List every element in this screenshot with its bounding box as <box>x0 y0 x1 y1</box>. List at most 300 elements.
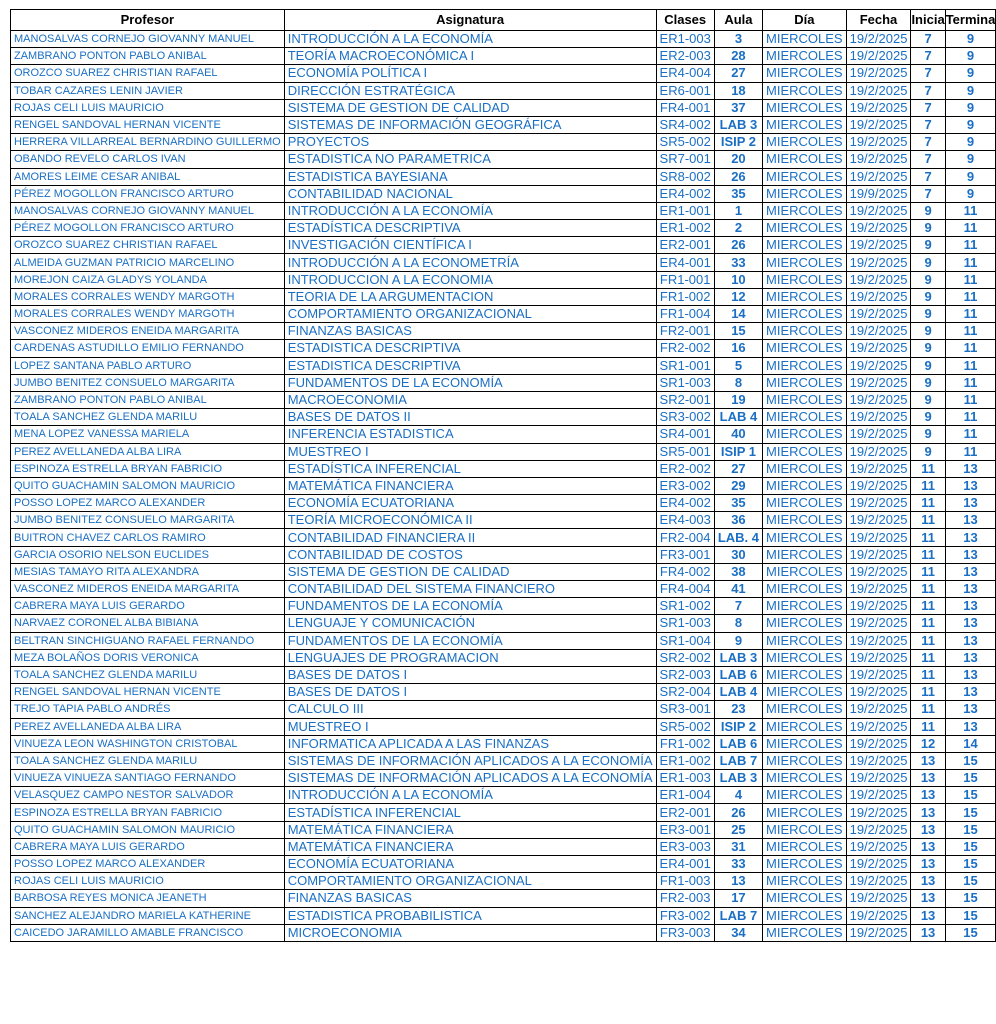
inicia-cell: 7 <box>911 134 945 151</box>
aula-cell: ISIP 1 <box>714 443 762 460</box>
termina-cell: 11 <box>945 254 996 271</box>
inicia-cell: 7 <box>911 185 945 202</box>
profesor-cell: TOBAR CAZARES LENIN JAVIER <box>11 82 285 99</box>
table-row <box>11 306 996 323</box>
table-row <box>11 477 996 494</box>
header-clases: Clases <box>656 10 714 31</box>
profesor-cell: BUITRON CHAVEZ CARLOS RAMIRO <box>11 529 285 546</box>
fecha-cell: 19/2/2025 <box>846 821 911 838</box>
fecha-cell: 19/2/2025 <box>846 409 911 426</box>
inicia-cell: 13 <box>911 787 945 804</box>
fecha-cell: 19/2/2025 <box>846 563 911 580</box>
table-row <box>11 666 996 683</box>
fecha-cell: 19/2/2025 <box>846 752 911 769</box>
clases-cell: FR1-002 <box>656 735 714 752</box>
header-row <box>11 10 996 31</box>
dia-cell: MIERCOLES <box>763 65 847 82</box>
asignatura-cell: MATEMÁTICA FINANCIERA <box>284 821 656 838</box>
termina-cell: 13 <box>945 512 996 529</box>
asignatura-cell: ESTADÍSTICA DESCRIPTIVA <box>284 220 656 237</box>
inicia-cell: 9 <box>911 288 945 305</box>
termina-cell: 13 <box>945 649 996 666</box>
aula-cell: ISIP 2 <box>714 134 762 151</box>
asignatura-cell: BASES DE DATOS II <box>284 409 656 426</box>
asignatura-cell: SISTEMA DE GESTION DE CALIDAD <box>284 563 656 580</box>
termina-cell: 15 <box>945 752 996 769</box>
clases-cell: SR1-003 <box>656 374 714 391</box>
inicia-cell: 11 <box>911 666 945 683</box>
dia-cell: MIERCOLES <box>763 632 847 649</box>
aula-cell: LAB 6 <box>714 735 762 752</box>
aula-cell: 30 <box>714 546 762 563</box>
fecha-cell: 19/2/2025 <box>846 512 911 529</box>
dia-cell: MIERCOLES <box>763 374 847 391</box>
asignatura-cell: ECONOMÍA ECUATORIANA <box>284 495 656 512</box>
dia-cell: MIERCOLES <box>763 684 847 701</box>
fecha-cell: 19/9/2025 <box>846 185 911 202</box>
asignatura-cell: INTRODUCCION A LA ECONOMIA <box>284 271 656 288</box>
clases-cell: SR2-003 <box>656 666 714 683</box>
table-row <box>11 168 996 185</box>
profesor-cell: VASCONEZ MIDEROS ENEIDA MARGARITA <box>11 323 285 340</box>
asignatura-cell: ESTADISTICA NO PARAMETRICA <box>284 151 656 168</box>
fecha-cell: 19/2/2025 <box>846 151 911 168</box>
termina-cell: 15 <box>945 856 996 873</box>
dia-cell: MIERCOLES <box>763 31 847 48</box>
asignatura-cell: MUESTREO I <box>284 443 656 460</box>
fecha-cell: 19/2/2025 <box>846 168 911 185</box>
inicia-cell: 13 <box>911 838 945 855</box>
fecha-cell: 19/2/2025 <box>846 856 911 873</box>
profesor-cell: VINUEZA LEON WASHINGTON CRISTOBAL <box>11 735 285 752</box>
aula-cell: 29 <box>714 477 762 494</box>
inicia-cell: 9 <box>911 323 945 340</box>
aula-cell: LAB 7 <box>714 907 762 924</box>
asignatura-cell: ESTADÍSTICA INFERENCIAL <box>284 804 656 821</box>
fecha-cell: 19/2/2025 <box>846 220 911 237</box>
clases-cell: FR3-002 <box>656 907 714 924</box>
dia-cell: MIERCOLES <box>763 529 847 546</box>
fecha-cell: 19/2/2025 <box>846 306 911 323</box>
clases-cell: ER2-002 <box>656 460 714 477</box>
termina-cell: 9 <box>945 65 996 82</box>
profesor-cell: VASCONEZ MIDEROS ENEIDA MARGARITA <box>11 581 285 598</box>
aula-cell: 12 <box>714 288 762 305</box>
profesor-cell: POSSO LOPEZ MARCO ALEXANDER <box>11 856 285 873</box>
inicia-cell: 11 <box>911 512 945 529</box>
clases-cell: FR3-001 <box>656 546 714 563</box>
table-row <box>11 460 996 477</box>
clases-cell: SR1-004 <box>656 632 714 649</box>
fecha-cell: 19/2/2025 <box>846 460 911 477</box>
aula-cell: 41 <box>714 581 762 598</box>
clases-cell: FR2-003 <box>656 890 714 907</box>
asignatura-cell: INFORMATICA APLICADA A LAS FINANZAS <box>284 735 656 752</box>
clases-cell: SR8-002 <box>656 168 714 185</box>
clases-cell: FR4-004 <box>656 581 714 598</box>
table-row <box>11 718 996 735</box>
termina-cell: 13 <box>945 632 996 649</box>
dia-cell: MIERCOLES <box>763 151 847 168</box>
table-row <box>11 116 996 133</box>
table-row <box>11 684 996 701</box>
profesor-cell: ESPINOZA ESTRELLA BRYAN FABRICIO <box>11 460 285 477</box>
inicia-cell: 9 <box>911 409 945 426</box>
table-row <box>11 563 996 580</box>
clases-cell: FR2-001 <box>656 323 714 340</box>
asignatura-cell: LENGUAJE Y COMUNICACIÓN <box>284 615 656 632</box>
table-row <box>11 426 996 443</box>
dia-cell: MIERCOLES <box>763 873 847 890</box>
profesor-cell: VELASQUEZ CAMPO NESTOR SALVADOR <box>11 787 285 804</box>
clases-cell: SR2-002 <box>656 649 714 666</box>
aula-cell: LAB 4 <box>714 684 762 701</box>
clases-cell: SR3-002 <box>656 409 714 426</box>
termina-cell: 13 <box>945 598 996 615</box>
clases-cell: ER3-001 <box>656 821 714 838</box>
header-fecha: Fecha <box>846 10 911 31</box>
asignatura-cell: FINANZAS BASICAS <box>284 323 656 340</box>
table-row <box>11 598 996 615</box>
termina-cell: 13 <box>945 684 996 701</box>
termina-cell: 13 <box>945 529 996 546</box>
table-row <box>11 151 996 168</box>
aula-cell: 35 <box>714 185 762 202</box>
termina-cell: 15 <box>945 924 996 941</box>
clases-cell: SR5-002 <box>656 718 714 735</box>
dia-cell: MIERCOLES <box>763 838 847 855</box>
asignatura-cell: ESTADISTICA BAYESIANA <box>284 168 656 185</box>
table-row <box>11 202 996 219</box>
table-row <box>11 254 996 271</box>
clases-cell: ER1-002 <box>656 752 714 769</box>
clases-cell: FR1-001 <box>656 271 714 288</box>
fecha-cell: 19/2/2025 <box>846 443 911 460</box>
profesor-cell: VINUEZA VINUEZA SANTIAGO FERNANDO <box>11 770 285 787</box>
fecha-cell: 19/2/2025 <box>846 838 911 855</box>
aula-cell: 15 <box>714 323 762 340</box>
termina-cell: 11 <box>945 323 996 340</box>
dia-cell: MIERCOLES <box>763 220 847 237</box>
termina-cell: 11 <box>945 340 996 357</box>
termina-cell: 11 <box>945 357 996 374</box>
termina-cell: 9 <box>945 31 996 48</box>
asignatura-cell: BASES DE DATOS I <box>284 684 656 701</box>
profesor-cell: OROZCO SUAREZ CHRISTIAN RAFAEL <box>11 65 285 82</box>
profesor-cell: POSSO LOPEZ MARCO ALEXANDER <box>11 495 285 512</box>
asignatura-cell: ECONOMÍA POLÍTICA I <box>284 65 656 82</box>
termina-cell: 13 <box>945 581 996 598</box>
clases-cell: ER1-003 <box>656 770 714 787</box>
asignatura-cell: FUNDAMENTOS DE LA ECONOMÍA <box>284 632 656 649</box>
asignatura-cell: TEORÍA MACROECONÓMICA I <box>284 48 656 65</box>
table-row <box>11 443 996 460</box>
fecha-cell: 19/2/2025 <box>846 787 911 804</box>
fecha-cell: 19/2/2025 <box>846 666 911 683</box>
dia-cell: MIERCOLES <box>763 787 847 804</box>
clases-cell: FR1-004 <box>656 306 714 323</box>
table-row <box>11 546 996 563</box>
fecha-cell: 19/2/2025 <box>846 477 911 494</box>
profesor-cell: ZAMBRANO PONTON PABLO ANIBAL <box>11 391 285 408</box>
profesor-cell: JUMBO BENITEZ CONSUELO MARGARITA <box>11 512 285 529</box>
table-row <box>11 323 996 340</box>
table-row <box>11 99 996 116</box>
table-row <box>11 271 996 288</box>
clases-cell: FR4-001 <box>656 99 714 116</box>
asignatura-cell: MICROECONOMIA <box>284 924 656 941</box>
aula-cell: 2 <box>714 220 762 237</box>
table-row <box>11 907 996 924</box>
aula-cell: 28 <box>714 48 762 65</box>
fecha-cell: 19/2/2025 <box>846 82 911 99</box>
fecha-cell: 19/2/2025 <box>846 615 911 632</box>
asignatura-cell: ESTADÍSTICA INFERENCIAL <box>284 460 656 477</box>
termina-cell: 13 <box>945 477 996 494</box>
fecha-cell: 19/2/2025 <box>846 804 911 821</box>
table-row <box>11 340 996 357</box>
asignatura-cell: MACROECONOMIA <box>284 391 656 408</box>
aula-cell: 13 <box>714 873 762 890</box>
inicia-cell: 7 <box>911 168 945 185</box>
asignatura-cell: FINANZAS BASICAS <box>284 890 656 907</box>
inicia-cell: 11 <box>911 581 945 598</box>
table-row <box>11 65 996 82</box>
aula-cell: 8 <box>714 615 762 632</box>
profesor-cell: MOREJON CAIZA GLADYS YOLANDA <box>11 271 285 288</box>
aula-cell: 3 <box>714 31 762 48</box>
aula-cell: 26 <box>714 168 762 185</box>
dia-cell: MIERCOLES <box>763 546 847 563</box>
termina-cell: 15 <box>945 873 996 890</box>
dia-cell: MIERCOLES <box>763 735 847 752</box>
profesor-cell: AMORES LEIME CESAR ANIBAL <box>11 168 285 185</box>
profesor-cell: BARBOSA REYES MONICA JEANETH <box>11 890 285 907</box>
fecha-cell: 19/2/2025 <box>846 323 911 340</box>
inicia-cell: 9 <box>911 426 945 443</box>
asignatura-cell: PROYECTOS <box>284 134 656 151</box>
inicia-cell: 7 <box>911 82 945 99</box>
fecha-cell: 19/2/2025 <box>846 546 911 563</box>
aula-cell: 33 <box>714 856 762 873</box>
termina-cell: 9 <box>945 185 996 202</box>
dia-cell: MIERCOLES <box>763 598 847 615</box>
inicia-cell: 13 <box>911 924 945 941</box>
table-row <box>11 649 996 666</box>
fecha-cell: 19/2/2025 <box>846 202 911 219</box>
fecha-cell: 19/2/2025 <box>846 391 911 408</box>
clases-cell: SR4-001 <box>656 426 714 443</box>
termina-cell: 11 <box>945 202 996 219</box>
profesor-cell: ZAMBRANO PONTON PABLO ANIBAL <box>11 48 285 65</box>
dia-cell: MIERCOLES <box>763 288 847 305</box>
profesor-cell: JUMBO BENITEZ CONSUELO MARGARITA <box>11 374 285 391</box>
clases-cell: FR2-004 <box>656 529 714 546</box>
inicia-cell: 9 <box>911 443 945 460</box>
aula-cell: 18 <box>714 82 762 99</box>
fecha-cell: 19/2/2025 <box>846 340 911 357</box>
fecha-cell: 19/2/2025 <box>846 288 911 305</box>
clases-cell: SR4-002 <box>656 116 714 133</box>
profesor-cell: PÉREZ MOGOLLON FRANCISCO ARTURO <box>11 185 285 202</box>
asignatura-cell: COMPORTAMIENTO ORGANIZACIONAL <box>284 306 656 323</box>
clases-cell: ER2-003 <box>656 48 714 65</box>
dia-cell: MIERCOLES <box>763 357 847 374</box>
profesor-cell: RENGEL SANDOVAL HERNAN VICENTE <box>11 684 285 701</box>
termina-cell: 13 <box>945 495 996 512</box>
aula-cell: 35 <box>714 495 762 512</box>
termina-cell: 15 <box>945 821 996 838</box>
termina-cell: 11 <box>945 443 996 460</box>
clases-cell: SR2-001 <box>656 391 714 408</box>
fecha-cell: 19/2/2025 <box>846 873 911 890</box>
fecha-cell: 19/2/2025 <box>846 374 911 391</box>
fecha-cell: 19/2/2025 <box>846 718 911 735</box>
aula-cell: 27 <box>714 460 762 477</box>
profesor-cell: CABRERA MAYA LUIS GERARDO <box>11 598 285 615</box>
asignatura-cell: ESTADISTICA DESCRIPTIVA <box>284 357 656 374</box>
termina-cell: 11 <box>945 409 996 426</box>
profesor-cell: MANOSALVAS CORNEJO GIOVANNY MANUEL <box>11 202 285 219</box>
asignatura-cell: DIRECCIÓN ESTRATÉGICA <box>284 82 656 99</box>
header-aula: Aula <box>714 10 762 31</box>
table-row <box>11 82 996 99</box>
table-row <box>11 838 996 855</box>
dia-cell: MIERCOLES <box>763 752 847 769</box>
aula-cell: 23 <box>714 701 762 718</box>
profesor-cell: MORALES CORRALES WENDY MARGOTH <box>11 288 285 305</box>
table-row <box>11 529 996 546</box>
profesor-cell: PÉREZ MOGOLLON FRANCISCO ARTURO <box>11 220 285 237</box>
aula-cell: 16 <box>714 340 762 357</box>
termina-cell: 9 <box>945 151 996 168</box>
inicia-cell: 13 <box>911 770 945 787</box>
clases-cell: ER1-003 <box>656 31 714 48</box>
aula-cell: 38 <box>714 563 762 580</box>
fecha-cell: 19/2/2025 <box>846 890 911 907</box>
aula-cell: 26 <box>714 804 762 821</box>
schedule-body <box>11 31 996 942</box>
clases-cell: FR3-003 <box>656 924 714 941</box>
dia-cell: MIERCOLES <box>763 82 847 99</box>
dia-cell: MIERCOLES <box>763 185 847 202</box>
table-row <box>11 701 996 718</box>
fecha-cell: 19/2/2025 <box>846 48 911 65</box>
profesor-cell: MORALES CORRALES WENDY MARGOTH <box>11 306 285 323</box>
inicia-cell: 11 <box>911 495 945 512</box>
asignatura-cell: INTRODUCCIÓN A LA ECONOMÍA <box>284 31 656 48</box>
inicia-cell: 9 <box>911 374 945 391</box>
inicia-cell: 11 <box>911 529 945 546</box>
table-row <box>11 31 996 48</box>
inicia-cell: 11 <box>911 546 945 563</box>
termina-cell: 11 <box>945 374 996 391</box>
inicia-cell: 11 <box>911 649 945 666</box>
table-row <box>11 821 996 838</box>
inicia-cell: 9 <box>911 357 945 374</box>
termina-cell: 11 <box>945 220 996 237</box>
dia-cell: MIERCOLES <box>763 306 847 323</box>
table-row <box>11 237 996 254</box>
dia-cell: MIERCOLES <box>763 804 847 821</box>
dia-cell: MIERCOLES <box>763 477 847 494</box>
dia-cell: MIERCOLES <box>763 890 847 907</box>
profesor-cell: MESIAS TAMAYO RITA ALEXANDRA <box>11 563 285 580</box>
table-row <box>11 632 996 649</box>
profesor-cell: OBANDO REVELO CARLOS IVAN <box>11 151 285 168</box>
inicia-cell: 11 <box>911 632 945 649</box>
header-profesor: Profesor <box>11 10 285 31</box>
aula-cell: LAB 3 <box>714 116 762 133</box>
dia-cell: MIERCOLES <box>763 615 847 632</box>
fecha-cell: 19/2/2025 <box>846 529 911 546</box>
profesor-cell: CABRERA MAYA LUIS GERARDO <box>11 838 285 855</box>
dia-cell: MIERCOLES <box>763 340 847 357</box>
inicia-cell: 13 <box>911 804 945 821</box>
profesor-cell: BELTRAN SINCHIGUANO RAFAEL FERNANDO <box>11 632 285 649</box>
inicia-cell: 11 <box>911 701 945 718</box>
clases-cell: FR1-002 <box>656 288 714 305</box>
dia-cell: MIERCOLES <box>763 409 847 426</box>
dia-cell: MIERCOLES <box>763 718 847 735</box>
inicia-cell: 9 <box>911 306 945 323</box>
dia-cell: MIERCOLES <box>763 495 847 512</box>
termina-cell: 9 <box>945 134 996 151</box>
aula-cell: 10 <box>714 271 762 288</box>
asignatura-cell: ESTADISTICA PROBABILISTICA <box>284 907 656 924</box>
asignatura-cell: CALCULO III <box>284 701 656 718</box>
inicia-cell: 7 <box>911 151 945 168</box>
table-row <box>11 48 996 65</box>
profesor-cell: OROZCO SUAREZ CHRISTIAN RAFAEL <box>11 237 285 254</box>
inicia-cell: 9 <box>911 237 945 254</box>
dia-cell: MIERCOLES <box>763 821 847 838</box>
asignatura-cell: CONTABILIDAD NACIONAL <box>284 185 656 202</box>
dia-cell: MIERCOLES <box>763 426 847 443</box>
aula-cell: 20 <box>714 151 762 168</box>
asignatura-cell: COMPORTAMIENTO ORGANIZACIONAL <box>284 873 656 890</box>
termina-cell: 9 <box>945 168 996 185</box>
table-row <box>11 924 996 941</box>
profesor-cell: CARDENAS ASTUDILLO EMILIO FERNANDO <box>11 340 285 357</box>
clases-cell: ER4-003 <box>656 512 714 529</box>
termina-cell: 11 <box>945 237 996 254</box>
dia-cell: MIERCOLES <box>763 323 847 340</box>
clases-cell: FR1-003 <box>656 873 714 890</box>
termina-cell: 9 <box>945 99 996 116</box>
table-row <box>11 495 996 512</box>
clases-cell: SR1-001 <box>656 357 714 374</box>
asignatura-cell: FUNDAMENTOS DE LA ECONOMÍA <box>284 374 656 391</box>
termina-cell: 15 <box>945 907 996 924</box>
profesor-cell: NARVAEZ CORONEL ALBA BIBIANA <box>11 615 285 632</box>
dia-cell: MIERCOLES <box>763 924 847 941</box>
profesor-cell: ROJAS CELI LUIS MAURICIO <box>11 99 285 116</box>
termina-cell: 11 <box>945 288 996 305</box>
inicia-cell: 7 <box>911 65 945 82</box>
profesor-cell: TOALA SANCHEZ GLENDA MARILU <box>11 752 285 769</box>
asignatura-cell: CONTABILIDAD FINANCIERA II <box>284 529 656 546</box>
asignatura-cell: CONTABILIDAD DEL SISTEMA FINANCIERO <box>284 581 656 598</box>
clases-cell: SR1-003 <box>656 615 714 632</box>
clases-cell: ER1-004 <box>656 787 714 804</box>
asignatura-cell: INTRODUCCIÓN A LA ECONOMETRÍA <box>284 254 656 271</box>
aula-cell: 4 <box>714 787 762 804</box>
table-row <box>11 512 996 529</box>
asignatura-cell: SISTEMAS DE INFORMACIÓN APLICADOS A LA ECONOMÍA <box>284 752 656 769</box>
clases-cell: SR1-002 <box>656 598 714 615</box>
asignatura-cell: INTRODUCCIÓN A LA ECONOMÍA <box>284 787 656 804</box>
